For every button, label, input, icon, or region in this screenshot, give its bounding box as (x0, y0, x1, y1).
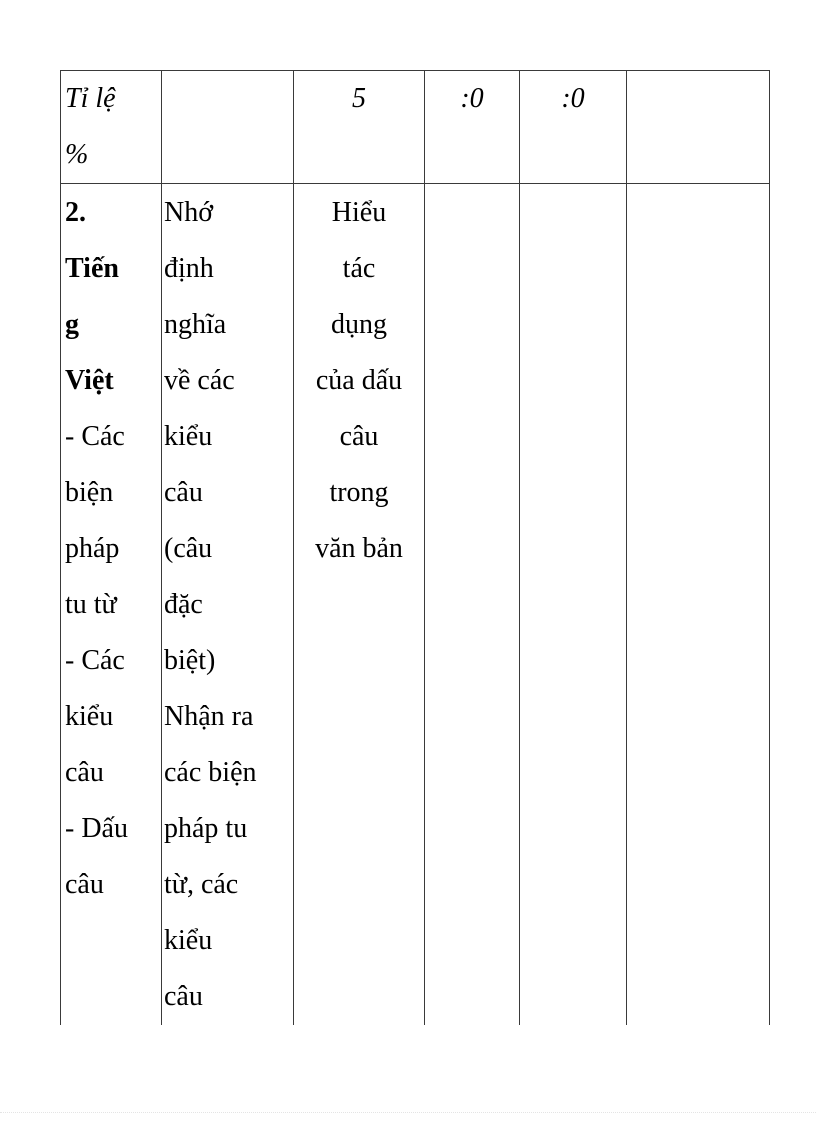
topic-title-line: g (65, 309, 79, 340)
topic-item-line: - Dấu (65, 813, 128, 844)
recall-text-line: các biện (164, 757, 257, 788)
recall-text-line: từ, các (164, 869, 239, 900)
ratio-percent-line: % (65, 139, 89, 170)
recall-text-line: kiểu (164, 925, 213, 956)
ratio-label-line: Tỉ lệ (65, 83, 116, 114)
recall-text-line: câu (164, 477, 203, 508)
topic-number: 2. (65, 197, 86, 228)
cell-ratio-label (61, 71, 162, 184)
recall-text-line: về các (164, 365, 235, 396)
cell-total-empty (627, 184, 770, 1026)
recall-text-line: Nhận ra (164, 701, 254, 732)
topic-item-line: kiểu (65, 701, 114, 732)
page-bottom-divider (0, 1112, 816, 1113)
understanding-text-line: trong (329, 477, 389, 508)
cell-empty-total (627, 71, 770, 184)
topic-title-line: Tiến (65, 253, 119, 284)
cell-advanced-application-empty (520, 184, 627, 1026)
topic-item-line: câu (65, 869, 104, 900)
topic-item-line: - Các (65, 421, 125, 452)
topic-item-line: biện (65, 477, 114, 508)
understanding-text-line: Hiểu (331, 197, 387, 228)
cell-understanding-description (294, 184, 425, 1026)
understanding-text-line: câu (339, 421, 379, 452)
recall-text-line: Nhớ (164, 197, 214, 228)
cell-value-understanding: 5 (294, 71, 425, 184)
understanding-text-line: văn bản (315, 533, 403, 564)
assessment-matrix-table (60, 70, 770, 1025)
recall-text-line: câu (164, 981, 203, 1012)
cell-topic (61, 184, 162, 1026)
cell-application-empty (425, 184, 520, 1026)
understanding-text-line: dụng (331, 309, 387, 340)
topic-item-line: - Các (65, 645, 125, 676)
cell-recall-description (162, 184, 294, 1026)
cell-value-application: :0 (425, 71, 520, 184)
understanding-text-line: tác (342, 253, 376, 284)
recall-text-line: đặc (164, 589, 203, 620)
recall-text-line: nghĩa (164, 309, 227, 340)
recall-text-line: kiểu (164, 421, 213, 452)
recall-text-line: biệt) (164, 645, 216, 676)
table-row (61, 184, 770, 1026)
cell-empty-recall (162, 71, 294, 184)
recall-text-line: định (164, 253, 214, 284)
recall-text-line: (câu (164, 533, 213, 564)
topic-item-line: tu từ (65, 589, 117, 620)
understanding-text-line: của dấu (315, 365, 403, 396)
topic-item-line: câu (65, 757, 104, 788)
topic-item-line: pháp (65, 533, 120, 564)
topic-title-line: Việt (65, 365, 114, 396)
cell-value-advanced-application: :0 (520, 71, 627, 184)
table-row (61, 71, 770, 184)
recall-text-line: pháp tu (164, 813, 248, 844)
